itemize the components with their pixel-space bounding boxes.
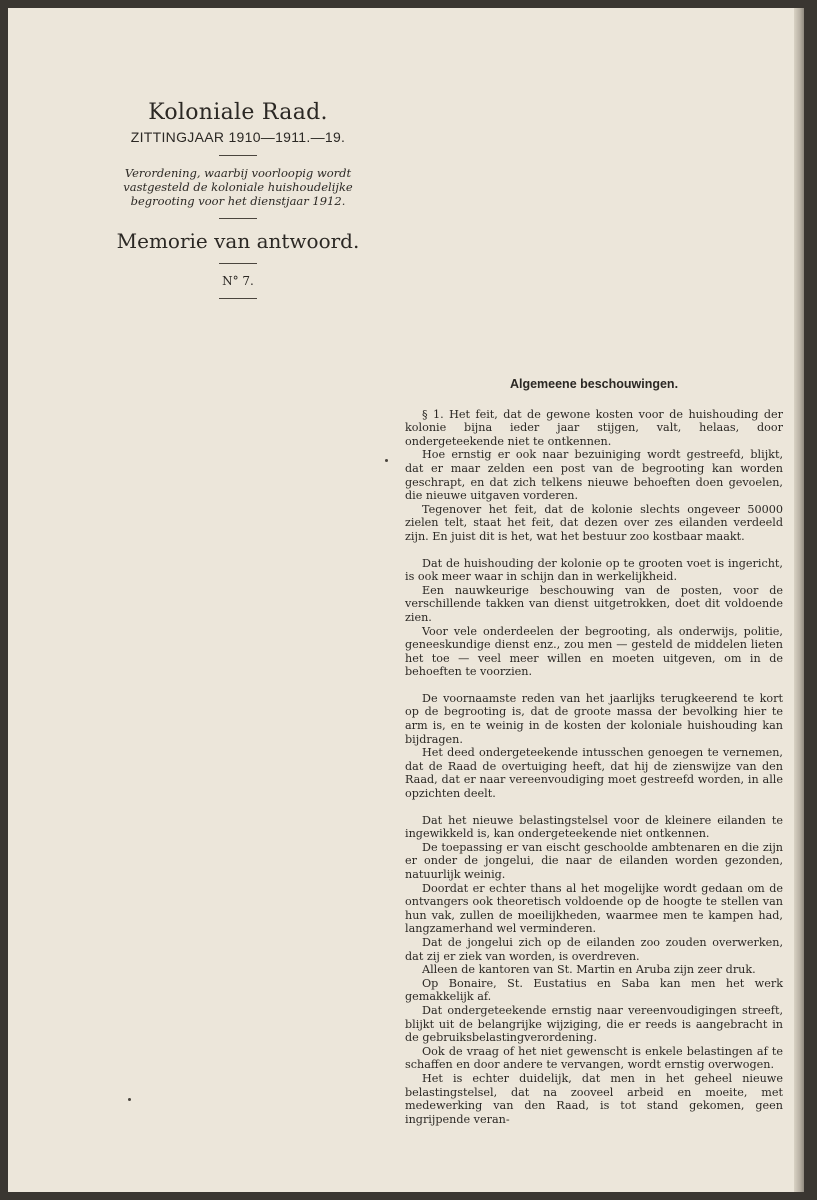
document-number: N° 7. xyxy=(222,274,254,288)
paragraph: Het is echter duidelijk, dat men in het geheel nieuwe belastingstelsel, dat na zooveel arbeid en moeite, met medewerking van den Raad, is tot stand gekomen, geen ingrijpende veran- xyxy=(405,1071,783,1126)
paragraph: Voor vele onderdeelen der begrooting, als onderwijs, politie, geneeskundige dienst enz., zou men — gesteld de middelen lieten het toe — veel meer willen en moeten uitgeven, om in de behoeften te voorzien. xyxy=(405,624,783,679)
paragraph: Op Bonaire, St. Eustatius en Saba kan men het werk gemakkelijk af. xyxy=(405,976,783,1004)
paragraph-group xyxy=(405,408,783,544)
title-block xyxy=(108,100,368,309)
paragraph: Ook de vraag of het niet gewenscht is enkele belastingen af te schaffen en door andere te vervangen, wordt ernstig overwogen. xyxy=(405,1044,783,1072)
paragraph-group xyxy=(405,557,783,679)
paragraph: § 1. Het feit, dat de gewone kosten voor de huishouding der kolonie bijna ieder jaar stijgen, valt, helaas, door ondergeteekende niet te ontkennen. xyxy=(405,407,783,448)
document-page xyxy=(8,8,804,1192)
paragraph: Dat ondergeteekende ernstig naar vereenvoudigingen streeft, blijkt uit de belangrijke wijziging, die er reeds is aangebracht in de gebruiksbelastingverordening. xyxy=(405,1003,783,1045)
paragraph: De voornaamste reden van het jaarlijks terugkeerend te kort op de begrooting is, dat de groote massa der bevolking hier te arm is, en te weinig in de kosten der koloniale huishouding kan bijdragen. xyxy=(405,691,783,746)
paragraph: Doordat er echter thans al het mogelijke wordt gedaan om de ontvangers ook theoretisch voldoende op de hoogte te stellen van hun vak, zullen de moeilijkheden, waarmee men te kampen had, langzamerhand wel verminderen. xyxy=(405,881,783,936)
paragraph: Een nauwkeurige beschouwing van de posten, voor de verschillende takken van dienst uitgetrokken, doet dit voldoende zien. xyxy=(405,583,783,624)
divider xyxy=(219,218,257,219)
paragraph-group xyxy=(405,814,783,1127)
memorie-title: Memorie van antwoord. xyxy=(116,229,360,253)
paragraph: Hoe ernstig er ook naar bezuiniging wordt gestreefd, blijkt, dat er maar zelden een post van de begrooting kan worden geschrapt, en dat zich telkens nieuwe behoeften doen gevoelen, die nieuwe uitgaven vorderen. xyxy=(405,448,783,503)
paragraph: Tegenover het feit, dat de kolonie slechts ongeveer 50000 zielen telt, staat het feit, dat dezen over zes eilanden verdeeld zijn. En juist dit is het, wat het bestuur zoo kostbaar maakt. xyxy=(405,502,783,543)
book-spine-edge xyxy=(794,8,804,1192)
session-year: ZITTINGJAAR 1910—1911.—19. xyxy=(130,129,346,145)
section-heading: Algemeene beschouwingen. xyxy=(509,377,679,391)
paragraph: Alleen de kantoren van St. Martin en Aruba zijn zeer druk. xyxy=(422,963,756,977)
margin-mark xyxy=(385,459,388,462)
council-title: Koloniale Raad. xyxy=(148,100,328,125)
paragraph-group xyxy=(405,692,783,801)
paragraph: Het deed ondergeteekende intusschen genoegen te vernemen, dat de Raad de overtuiging heeft, dat hij de zienswijze van den Raad, dat er naar vereenvoudiging moet gestreefd worden, in alle opzichten deelt. xyxy=(405,746,783,801)
paragraph: Dat de huishouding der kolonie op te grooten voet is ingericht, is ook meer waar in schijn dan in werkelijkheid. xyxy=(405,556,783,584)
paragraph: De toepassing er van eischt geschoolde ambtenaren en die zijn er onder de jongelui, die naar de eilanden worden gezonden, natuurlijk weinig. xyxy=(405,840,783,881)
divider xyxy=(219,263,257,264)
paragraph: Dat de jongelui zich op de eilanden zoo zouden overwerken, dat zij er ziek van worden, is overdreven. xyxy=(405,935,783,963)
paragraph: Dat het nieuwe belastingstelsel voor de kleinere eilanden te ingewikkeld is, kan ondergeteekende niet ontkennen. xyxy=(405,813,783,841)
divider xyxy=(219,298,257,299)
main-text-column xyxy=(405,378,783,1126)
margin-mark xyxy=(128,1098,131,1101)
divider xyxy=(219,155,257,156)
ordinance-subject: Verordening, waarbij voorloopig wordt vastgesteld de koloniale huishoudelijke begrooting voor het dienstjaar 1912. xyxy=(123,166,353,208)
